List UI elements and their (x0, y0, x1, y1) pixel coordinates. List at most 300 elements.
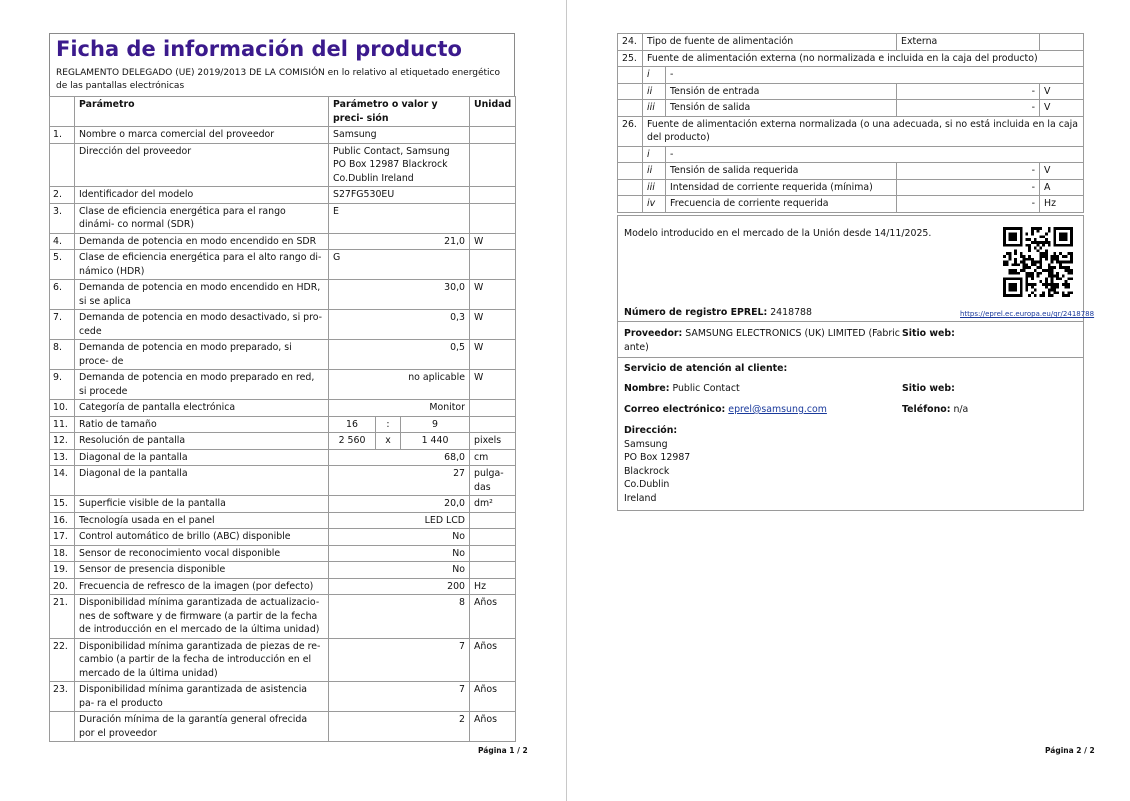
qr-module (1025, 244, 1028, 247)
qr-module (1051, 272, 1054, 275)
qr-module (1048, 272, 1051, 275)
qr-module (1006, 277, 1009, 280)
qr-module (1053, 241, 1056, 244)
qr-module (1039, 266, 1042, 269)
qr-module (1034, 261, 1037, 264)
qr-module (1067, 227, 1070, 230)
qr-module (1042, 255, 1045, 258)
qr-module (1067, 294, 1070, 297)
qr-module (1056, 255, 1059, 258)
qr-module (1042, 244, 1045, 247)
qr-module (1014, 244, 1017, 247)
qr-module (1045, 233, 1048, 236)
header-unit: Unidad (470, 97, 516, 127)
qr-module (1065, 266, 1068, 269)
qr-module (1048, 269, 1051, 272)
header-param: Parámetro (75, 97, 329, 127)
qr-module (1056, 261, 1059, 264)
page-1-footer: Página 1 / 2 (478, 746, 528, 755)
qr-module (1014, 283, 1017, 286)
qr-module (1023, 263, 1026, 266)
qr-module (1009, 269, 1012, 272)
qr-module (1048, 241, 1051, 244)
power-supply-table (617, 33, 1084, 213)
qr-module (1053, 291, 1056, 294)
qr-module (1031, 286, 1034, 289)
qr-module (1062, 266, 1065, 269)
qr-module (1028, 258, 1031, 261)
qr-module (1056, 258, 1059, 261)
qr-module (1028, 255, 1031, 258)
qr-module (1045, 255, 1048, 258)
qr-module (1011, 244, 1014, 247)
qr-module (1034, 241, 1037, 244)
qr-module (1053, 266, 1056, 269)
qr-module (1045, 269, 1048, 272)
qr-module (1062, 261, 1065, 264)
address-line: Blackrock (624, 465, 670, 477)
qr-module (1070, 227, 1073, 230)
table-row: 25. Fuente de alimentación externa (no normalizada e incluida en la caja del producto) (618, 50, 1084, 67)
qr-module (1023, 261, 1026, 264)
qr-module (1059, 233, 1062, 236)
header-value: Parámetro o valor y preci- sión (329, 97, 470, 127)
divider (618, 357, 1083, 358)
qr-module (1011, 272, 1014, 275)
qr-module (1042, 241, 1045, 244)
table-row: i - (618, 146, 1084, 163)
qr-module (1039, 294, 1042, 297)
qr-module (1028, 249, 1031, 252)
qr-module (1037, 249, 1040, 252)
table-row: 21. Disponibilidad mínima garantizada de actualizacio- nes de software y de firmware (a partir de la fecha de introducción en el mercado de la última unidad) 8 Años (50, 595, 516, 639)
qr-module (1014, 294, 1017, 297)
market-date-text: Modelo introducido en el mercado de la Unión desde 14/11/2025. (624, 228, 932, 239)
qr-module (1009, 233, 1012, 236)
qr-module (1045, 286, 1048, 289)
qr-module (1017, 294, 1020, 297)
table-row: iii Intensidad de corriente requerida (mínima) - A (618, 179, 1084, 196)
qr-module (1062, 238, 1065, 241)
qr-module (1014, 235, 1017, 238)
qr-module (1003, 241, 1006, 244)
eprel-label: Número de registro EPREL: (624, 307, 768, 318)
qr-module (1059, 266, 1062, 269)
qr-module (1045, 252, 1048, 255)
table-row: 8. Demanda de potencia en modo preparado, si proce- de 0,5 W (50, 340, 516, 370)
qr-module (1045, 280, 1048, 283)
qr-module (1067, 291, 1070, 294)
qr-module (1014, 233, 1017, 236)
qr-module (1006, 294, 1009, 297)
qr-module (1009, 283, 1012, 286)
qr-module (1070, 244, 1073, 247)
phone-label: Teléfono: (902, 404, 951, 415)
qr-module (1056, 275, 1059, 278)
qr-module (1062, 275, 1065, 278)
qr-module (1039, 258, 1042, 261)
qr-module (1067, 261, 1070, 264)
eprel-link[interactable]: https://eprel.ec.europa.eu/qr/2418788 (960, 310, 1095, 318)
qr-module (1051, 286, 1054, 289)
product-info-table (49, 96, 516, 742)
qr-module (1062, 255, 1065, 258)
qr-module (1020, 233, 1023, 236)
qr-module (1067, 269, 1070, 272)
qr-module (1011, 227, 1014, 230)
table-row: 14. Diagonal de la pantalla 27 pulga- das (50, 466, 516, 496)
qr-module (1051, 258, 1054, 261)
table-row: 11. Ratio de tamaño 16 : 9 (50, 416, 516, 433)
qr-module (1051, 294, 1054, 297)
qr-module (1011, 269, 1014, 272)
qr-module (1056, 227, 1059, 230)
qr-module (1023, 258, 1026, 261)
qr-module (1017, 263, 1020, 266)
qr-module (1048, 283, 1051, 286)
qr-module (1034, 283, 1037, 286)
qr-module (1011, 238, 1014, 241)
table-row: 9. Demanda de potencia en modo preparado en red, si procede no aplicable W (50, 370, 516, 400)
qr-module (1051, 280, 1054, 283)
qr-module (1011, 235, 1014, 238)
qr-module (1048, 275, 1051, 278)
qr-module (1025, 238, 1028, 241)
qr-module (1025, 258, 1028, 261)
qr-module (1042, 283, 1045, 286)
qr-module (1028, 247, 1031, 250)
qr-module (1070, 258, 1073, 261)
qr-module (1025, 286, 1028, 289)
table-row: 22. Disponibilidad mínima garantizada de piezas de re- cambio (a partir de la fecha de introducción en el mercado de la última unidad) 7 Años (50, 638, 516, 682)
qr-module (1065, 261, 1068, 264)
qr-module (1006, 263, 1009, 266)
qr-code-icon (1003, 227, 1073, 297)
qr-module (1031, 277, 1034, 280)
table-row: 16. Tecnología usada en el panel LED LCD (50, 512, 516, 529)
qr-module (1070, 269, 1073, 272)
qr-module (1059, 261, 1062, 264)
qr-module (1034, 269, 1037, 272)
qr-module (1048, 244, 1051, 247)
qr-module (1053, 255, 1056, 258)
qr-module (1048, 291, 1051, 294)
qr-module (1067, 277, 1070, 280)
qr-module (1006, 227, 1009, 230)
eprel-registration (624, 306, 812, 320)
qr-module (1028, 283, 1031, 286)
qr-module (1045, 241, 1048, 244)
qr-module (1028, 275, 1031, 278)
qr-module (1039, 255, 1042, 258)
qr-module (1037, 230, 1040, 233)
qr-module (1023, 255, 1026, 258)
table-row: 2. Identificador del modelo S27FG530EU (50, 187, 516, 204)
qr-module (1037, 275, 1040, 278)
qr-module (1053, 283, 1056, 286)
table-row: i - (618, 67, 1084, 84)
qr-module (1014, 249, 1017, 252)
qr-module (1070, 277, 1073, 280)
qr-module (1017, 277, 1020, 280)
qr-module (1051, 261, 1054, 264)
qr-module (1009, 244, 1012, 247)
email-link[interactable]: eprel@samsung.com (728, 404, 827, 415)
table-row: 24. Tipo de fuente de alimentación Externa (618, 34, 1084, 51)
qr-module (1067, 286, 1070, 289)
qr-module (1003, 227, 1006, 230)
qr-module (1028, 272, 1031, 275)
qr-module (1039, 241, 1042, 244)
qr-module (1003, 263, 1006, 266)
qr-module (1034, 289, 1037, 292)
qr-module (1070, 230, 1073, 233)
table-row: ii Tensión de salida requerida - V (618, 163, 1084, 180)
qr-module (1062, 291, 1065, 294)
table-row: 5. Clase de eficiencia energética para el alto rango di- námico (HDR) G (50, 250, 516, 280)
qr-module (1017, 272, 1020, 275)
qr-module (1048, 289, 1051, 292)
qr-module (1031, 227, 1034, 230)
qr-module (1037, 266, 1040, 269)
phone-value: n/a (953, 404, 969, 415)
qr-module (1014, 272, 1017, 275)
email-label: Correo electrónico: (624, 404, 726, 415)
qr-module (1062, 283, 1065, 286)
qr-module (1023, 269, 1026, 272)
qr-module (1042, 235, 1045, 238)
qr-module (1009, 286, 1012, 289)
qr-module (1014, 269, 1017, 272)
qr-module (1051, 255, 1054, 258)
table-row: 20. Frecuencia de refresco de la imagen (por defecto) 200 Hz (50, 578, 516, 595)
qr-module (1051, 289, 1054, 292)
qr-module (1059, 227, 1062, 230)
qr-module (1051, 266, 1054, 269)
qr-module (1037, 261, 1040, 264)
qr-module (1039, 252, 1042, 255)
qr-module (1034, 238, 1037, 241)
qr-module (1025, 275, 1028, 278)
qr-module (1056, 272, 1059, 275)
table-row: iv Frecuencia de corriente requerida - Hz (618, 196, 1084, 213)
contact-website-label: Sitio web: (902, 383, 955, 394)
document-subtitle: REGLAMENTO DELEGADO (UE) 2019/2013 DE LA COMISIÓN en lo relativo al etiquetado energético de las pantallas electrónicas (56, 68, 500, 91)
qr-module (1020, 241, 1023, 244)
qr-module (1051, 277, 1054, 280)
qr-module (1048, 266, 1051, 269)
supplier-value: SAMSUNG ELECTRONICS (UK) LIMITED (Fabric (685, 328, 900, 339)
qr-module (1053, 244, 1056, 247)
qr-module (1067, 272, 1070, 275)
qr-module (1051, 269, 1054, 272)
table-row: 1. Nombre o marca comercial del proveedor Samsung (50, 127, 516, 144)
qr-module (1053, 233, 1056, 236)
qr-module (1056, 244, 1059, 247)
qr-module (1020, 235, 1023, 238)
qr-module (1070, 235, 1073, 238)
qr-module (1031, 241, 1034, 244)
qr-module (1053, 289, 1056, 292)
qr-module (1048, 263, 1051, 266)
qr-module (1059, 277, 1062, 280)
qr-module (1062, 227, 1065, 230)
qr-module (1070, 255, 1073, 258)
qr-module (1031, 283, 1034, 286)
qr-module (1048, 230, 1051, 233)
qr-module (1025, 277, 1028, 280)
table-row: 3. Clase de eficiencia energética para el rango dinámi- co normal (SDR) E (50, 203, 516, 233)
qr-module (1003, 255, 1006, 258)
qr-module (1059, 252, 1062, 255)
qr-module (1031, 263, 1034, 266)
table-row: iii Tensión de salida - V (618, 100, 1084, 117)
table-row: 17. Control automático de brillo (ABC) disponible No (50, 529, 516, 546)
qr-module (1011, 286, 1014, 289)
qr-module (1056, 283, 1059, 286)
qr-module (1003, 294, 1006, 297)
qr-module (1014, 286, 1017, 289)
table-row: 4. Demanda de potencia en modo encendido en SDR 21,0 W (50, 233, 516, 250)
qr-module (1045, 283, 1048, 286)
qr-module (1065, 294, 1068, 297)
qr-module (1014, 261, 1017, 264)
table-header-row (50, 97, 516, 127)
qr-module (1042, 291, 1045, 294)
qr-module (1065, 227, 1068, 230)
qr-module (1059, 263, 1062, 266)
table-row: 23. Disponibilidad mínima garantizada de asistencia pa- ra el producto 7 Años (50, 682, 516, 712)
qr-module (1020, 261, 1023, 264)
qr-module (1003, 238, 1006, 241)
qr-module (1003, 230, 1006, 233)
document-title: Ficha de información del producto (56, 37, 462, 61)
qr-module (1003, 286, 1006, 289)
name-label: Nombre: (624, 383, 670, 394)
qr-module (1020, 294, 1023, 297)
table-row: 6. Demanda de potencia en modo encendido en HDR, si se aplica 30,0 W (50, 280, 516, 310)
qr-module (1003, 233, 1006, 236)
contact-phone (902, 403, 968, 417)
qr-module (1031, 275, 1034, 278)
qr-module (1025, 283, 1028, 286)
qr-module (1039, 227, 1042, 230)
qr-module (1011, 294, 1014, 297)
qr-module (1070, 241, 1073, 244)
qr-module (1065, 255, 1068, 258)
qr-module (1053, 258, 1056, 261)
table-row: 19. Sensor de presencia disponible No (50, 562, 516, 579)
qr-module (1067, 244, 1070, 247)
qr-module (1045, 249, 1048, 252)
qr-module (1059, 244, 1062, 247)
qr-module (1020, 238, 1023, 241)
qr-module (1056, 291, 1059, 294)
qr-module (1011, 289, 1014, 292)
qr-module (1006, 252, 1009, 255)
qr-module (1020, 289, 1023, 292)
qr-module (1014, 238, 1017, 241)
qr-module (1031, 291, 1034, 294)
qr-module (1065, 233, 1068, 236)
qr-module (1014, 263, 1017, 266)
qr-module (1067, 266, 1070, 269)
qr-module (1067, 283, 1070, 286)
qr-module (1062, 233, 1065, 236)
qr-module (1009, 272, 1012, 275)
qr-module (1020, 244, 1023, 247)
qr-module (1028, 244, 1031, 247)
qr-module (1037, 272, 1040, 275)
qr-module (1017, 227, 1020, 230)
qr-module (1020, 283, 1023, 286)
qr-module (1045, 258, 1048, 261)
qr-module (1039, 272, 1042, 275)
table-row: 7. Demanda de potencia en modo desactivado, si pro- cede 0,3 W (50, 310, 516, 340)
supplier-value-cont: ante) (624, 341, 649, 353)
table-row: 12. Resolución de pantalla 2 560 x 1 440 pixels (50, 433, 516, 450)
table-row: Duración mínima de la garantía general ofrecida por el proveedor 2 Años (50, 712, 516, 742)
qr-module (1067, 252, 1070, 255)
qr-module (1009, 227, 1012, 230)
supplier-label: Proveedor: (624, 328, 683, 339)
qr-module (1006, 261, 1009, 264)
qr-module (1011, 233, 1014, 236)
qr-module (1031, 230, 1034, 233)
qr-module (1045, 238, 1048, 241)
qr-module (1039, 235, 1042, 238)
address-line: Ireland (624, 492, 657, 504)
qr-module (1031, 272, 1034, 275)
qr-module (1020, 255, 1023, 258)
qr-module (1023, 266, 1026, 269)
qr-module (1070, 272, 1073, 275)
qr-module (1053, 230, 1056, 233)
qr-module (1051, 275, 1054, 278)
address-block (624, 424, 690, 505)
qr-module (1056, 286, 1059, 289)
qr-module (1025, 266, 1028, 269)
qr-module (1039, 261, 1042, 264)
qr-module (1003, 283, 1006, 286)
qr-module (1009, 289, 1012, 292)
address-line: Samsung (624, 438, 668, 450)
qr-module (1009, 238, 1012, 241)
table-row: Dirección del proveedor Public Contact, Samsung PO Box 12987 Blackrock Co.Dublin Ireland (50, 143, 516, 187)
qr-module (1009, 252, 1012, 255)
name-value: Public Contact (672, 383, 740, 394)
qr-module (1020, 286, 1023, 289)
table-row: 15. Superficie visible de la pantalla 20,0 dm² (50, 496, 516, 513)
qr-module (1042, 252, 1045, 255)
qr-module (1025, 289, 1028, 292)
qr-module (1020, 280, 1023, 283)
qr-module (1034, 247, 1037, 250)
qr-module (1014, 289, 1017, 292)
qr-module (1062, 244, 1065, 247)
table-row: 10. Categoría de pantalla electrónica Monitor (50, 400, 516, 417)
qr-module (1011, 283, 1014, 286)
qr-module (1059, 238, 1062, 241)
qr-module (1034, 294, 1037, 297)
table-row: 26. Fuente de alimentación externa normalizada (o una adecuada, si no está incluida en la caja del producto) (618, 116, 1084, 146)
qr-module (1025, 280, 1028, 283)
qr-module (1009, 294, 1012, 297)
qr-module (1062, 235, 1065, 238)
table-row: ii Tensión de entrada - V (618, 83, 1084, 100)
qr-module (1031, 261, 1034, 264)
qr-module (1020, 252, 1023, 255)
